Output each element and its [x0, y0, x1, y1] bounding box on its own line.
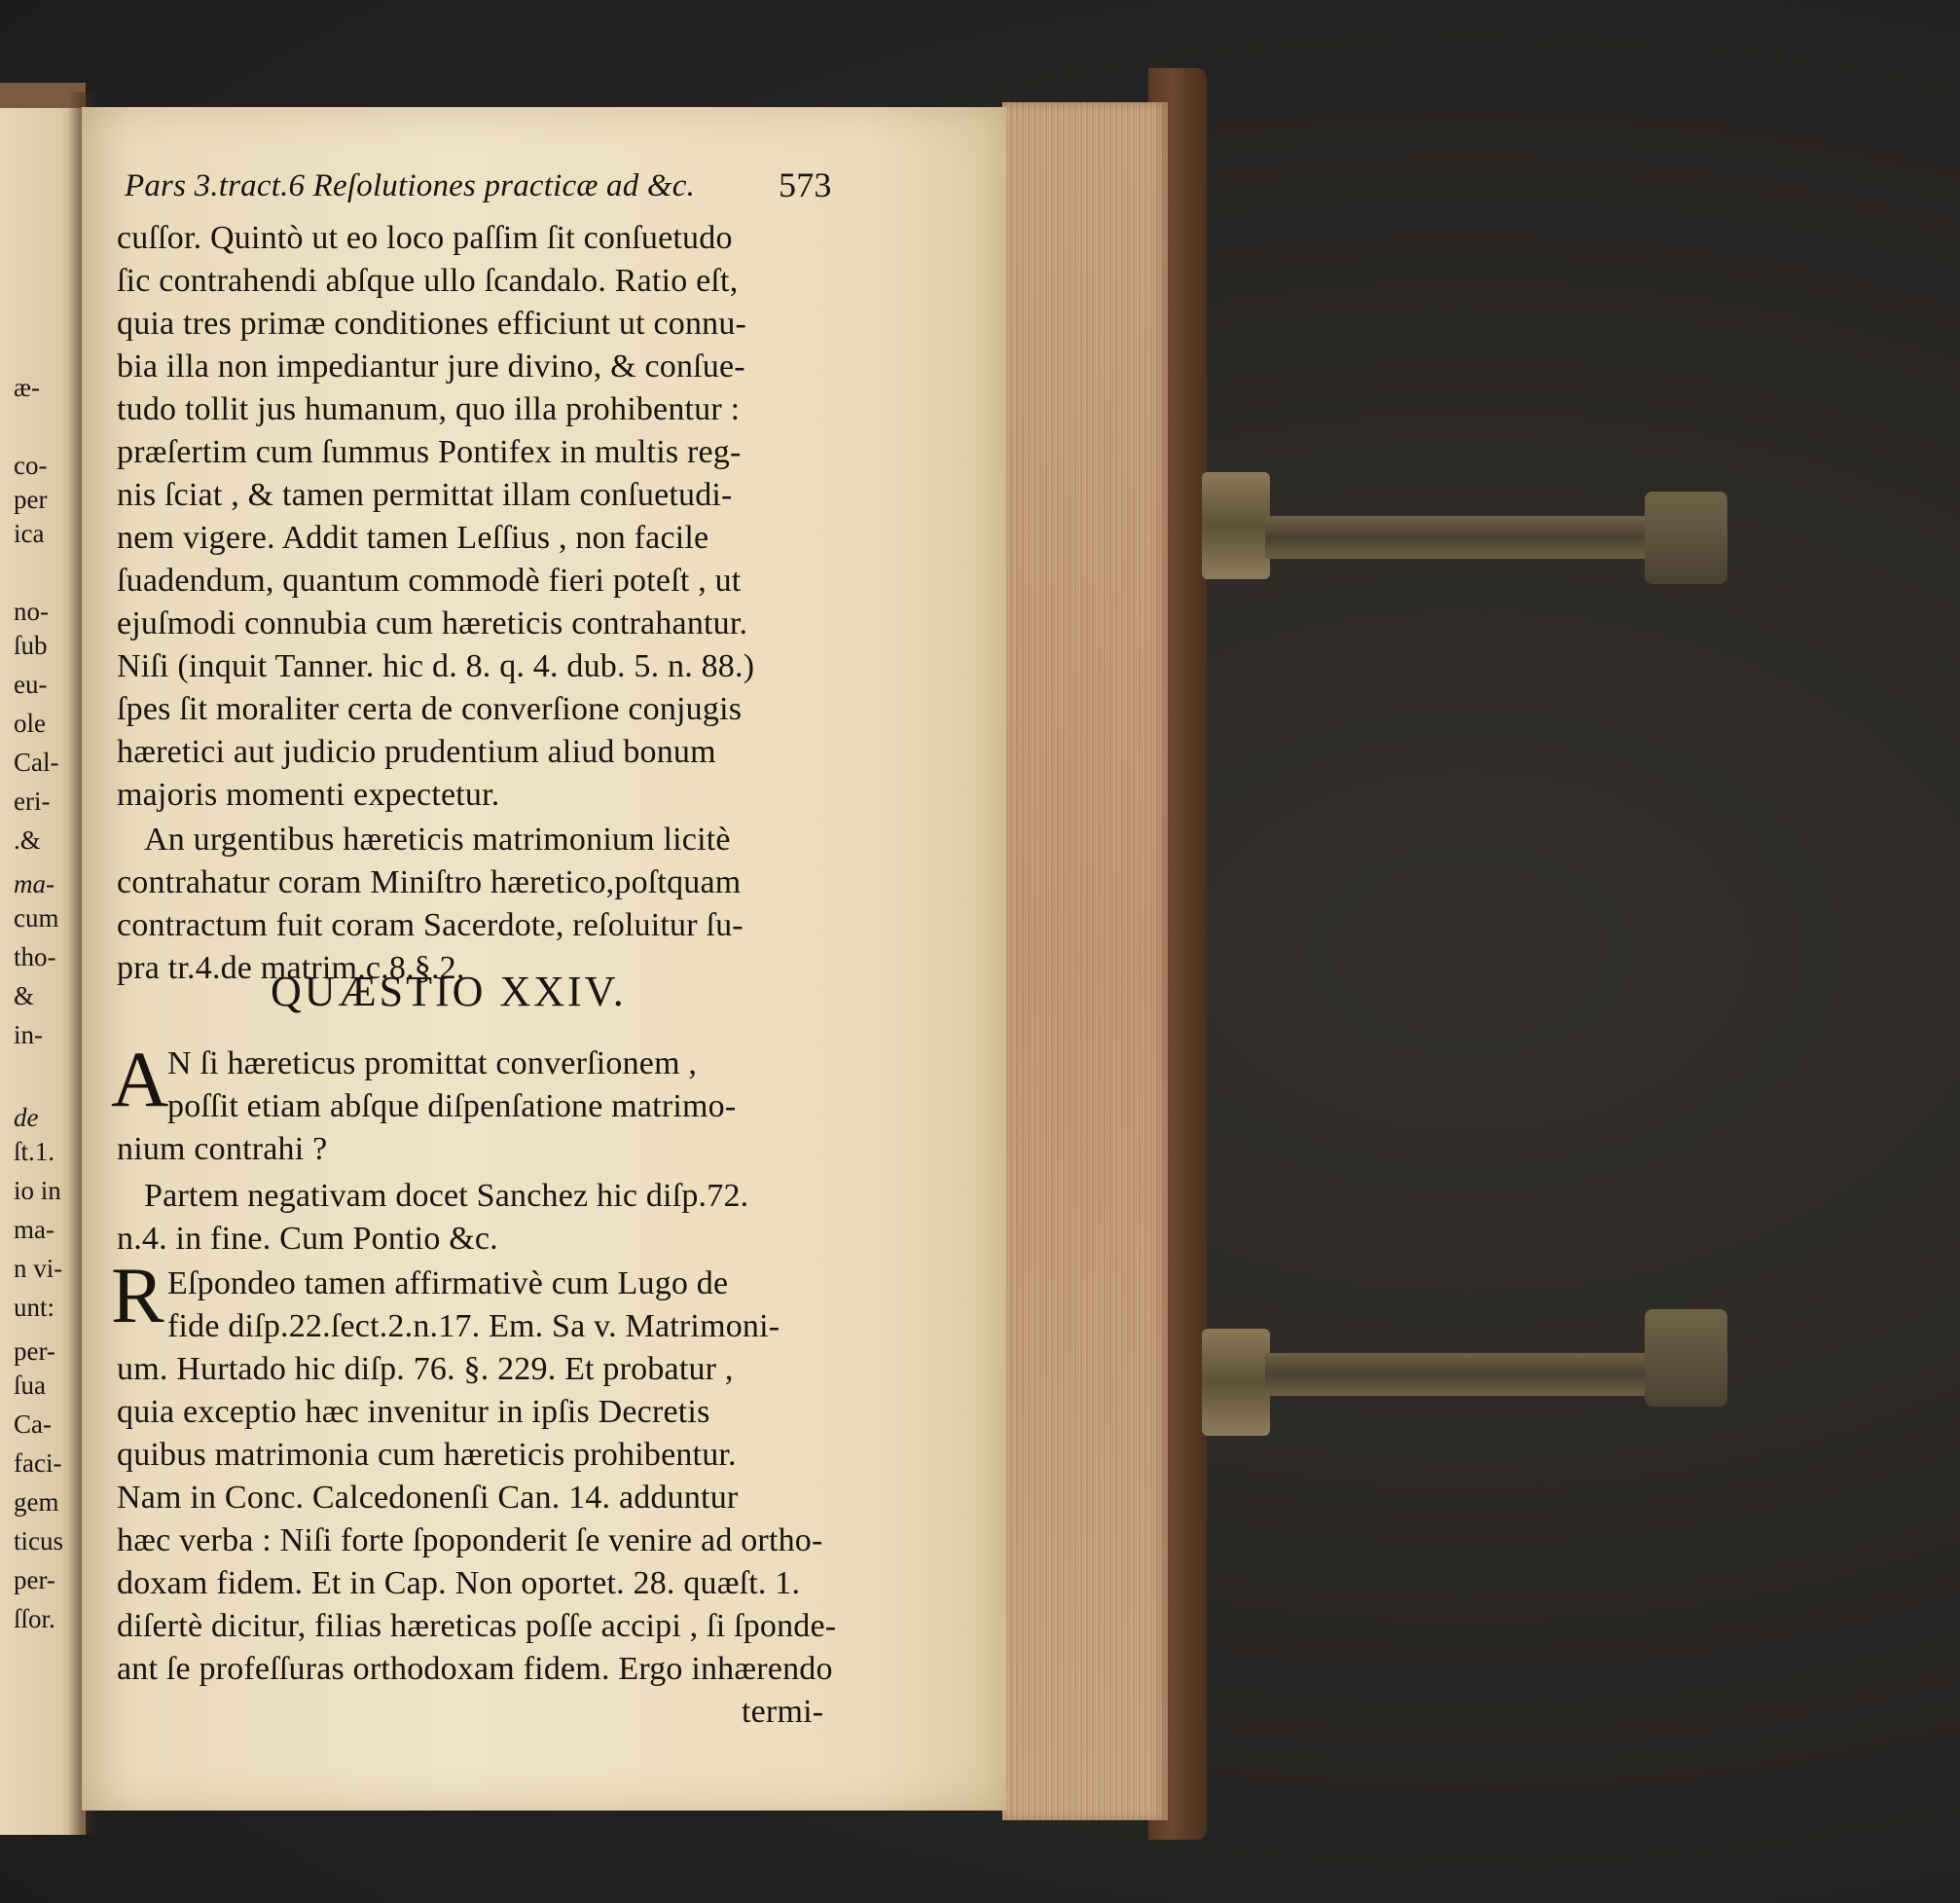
response-line: Eſpondeo tamen affirmativè cum Lugo de [167, 1265, 729, 1301]
catchword: termi- [742, 1694, 824, 1730]
left-fragment: per- [14, 1565, 55, 1594]
response-line: diſertè dicitur, filias hæreticas poſſe accipi , ſi ſponde- [117, 1608, 837, 1644]
left-fragment: n vi- [14, 1254, 63, 1283]
question-line: poſſit etiam abſque diſpenſatione matrimo- [167, 1088, 737, 1124]
left-fragment: ole [14, 709, 46, 738]
text-line: Niſi (inquit Tanner. hic d. 8. q. 4. dub. 5. n. 88.) [117, 648, 755, 684]
left-fragment: ſub [14, 631, 48, 660]
left-fragment: Cal- [14, 748, 59, 777]
left-fragment: per [14, 485, 48, 514]
left-fragment: æ- [14, 373, 40, 402]
text-line: n.4. in fine. Cum Pontio &c. [117, 1221, 498, 1257]
left-fragment: eri- [14, 787, 51, 816]
left-fragment: ſſor. [14, 1604, 55, 1633]
left-fragment: eu- [14, 670, 48, 699]
text-line: Partem negativam docet Sanchez hic diſp.72. [144, 1178, 749, 1214]
text-line: nis ſciat , & tamen permittat illam conſuetudi- [117, 477, 733, 513]
left-fragment: per- [14, 1336, 55, 1366]
text-line: pra tr.4.de matrim.c.8.§.2. [117, 950, 465, 986]
clasp-lower-end [1645, 1309, 1727, 1407]
response-line: hæc verba : Niſi forte ſpoponderit ſe venire ad ortho- [117, 1522, 823, 1558]
text-line: contrahatur coram Miniſtro hæretico,poſtquam [117, 864, 742, 900]
response-line: Nam in Conc. Calcedonenſi Can. 14. adduntur [117, 1480, 739, 1516]
left-fragment: co- [14, 451, 48, 480]
left-fragment: .& [14, 825, 41, 855]
page-edge-tint [1002, 102, 1168, 1820]
response-line: ant ſe profeſſuras orthodoxam fidem. Ergo inhærendo [117, 1651, 833, 1687]
question-line: N ſi hæreticus promittat converſionem , [167, 1045, 698, 1081]
text-line: nem vigere. Addit tamen Leſſius , non facile [117, 520, 709, 556]
text-line: cuſſor. Quintò ut eo loco paſſim ſit conſuetudo [117, 220, 733, 256]
drop-cap-a: A [111, 1035, 169, 1123]
text-line: bia illa non impediantur jure divino, & conſue- [117, 348, 745, 384]
left-fragment: ſt.1. [14, 1137, 55, 1166]
left-fragment: faci- [14, 1448, 62, 1478]
left-fragment: ſua [14, 1371, 46, 1400]
left-fragment: & [14, 981, 35, 1010]
response-line: fide diſp.22.ſect.2.n.17. Em. Sa v. Matrimoni- [167, 1308, 780, 1344]
response-line: quibus matrimonia cum hæreticis prohibentur. [117, 1437, 737, 1473]
text-line: ſic contrahendi abſque ullo ſcandalo. Ratio eſt, [117, 263, 739, 299]
question-line: nium contrahi ? [117, 1131, 328, 1167]
text-line: tudo tollit jus humanum, quo illa prohibentur : [117, 391, 741, 427]
left-fragment: no- [14, 597, 49, 626]
left-fragment: io in [14, 1176, 61, 1205]
left-fragment: Ca- [14, 1409, 52, 1439]
text-line: contractum fuit coram Sacerdote, reſoluitur ſu- [117, 907, 744, 943]
left-fragment: de [14, 1103, 39, 1132]
text-line: ſuadendum, quantum commodè fieri poteſt , ut [117, 563, 742, 599]
drop-cap-r: R [111, 1251, 164, 1339]
left-fragment: tho- [14, 942, 56, 971]
running-head: Pars 3.tract.6 Reſolutiones practicæ ad &c. [125, 168, 696, 203]
left-fragment: in- [14, 1020, 43, 1049]
text-line: ejuſmodi connubia cum hæreticis contrahantur. [117, 605, 748, 641]
clasp-upper-hinge [1202, 472, 1270, 579]
text-line: ſpes ſit moraliter certa de converſione conjugis [117, 691, 743, 727]
left-fragment: ma- [14, 869, 54, 898]
text-line: majoris momenti expectetur. [117, 777, 500, 813]
left-fragment: ticus [14, 1526, 63, 1555]
left-fragment: ica [14, 519, 45, 548]
left-fragment: cum [14, 903, 59, 933]
clasp-upper-end [1645, 492, 1727, 584]
response-line: quia exceptio hæc invenitur in ipſis Decretis [117, 1394, 710, 1430]
left-fragment: unt: [14, 1293, 55, 1322]
page-number: 573 [779, 165, 832, 204]
text-line: hæretici aut judicio prudentium aliud bonum [117, 734, 716, 770]
clasp-lower-hinge [1202, 1329, 1270, 1436]
text-line: præſertim cum ſummus Pontifex in multis reg- [117, 434, 742, 470]
left-fragment: ma- [14, 1215, 54, 1244]
response-line: doxam fidem. Et in Cap. Non oportet. 28. quæſt. 1. [117, 1565, 801, 1601]
left-fragment: gem [14, 1487, 59, 1517]
text-line: quia tres primæ conditiones efficiunt ut connu- [117, 306, 747, 342]
quaestio-title: QUÆSTIO XXIV. [271, 968, 627, 1015]
response-line: um. Hurtado hic diſp. 76. §. 229. Et probatur , [117, 1351, 734, 1387]
text-line: An urgentibus hæreticis matrimonium licitè [144, 822, 731, 858]
